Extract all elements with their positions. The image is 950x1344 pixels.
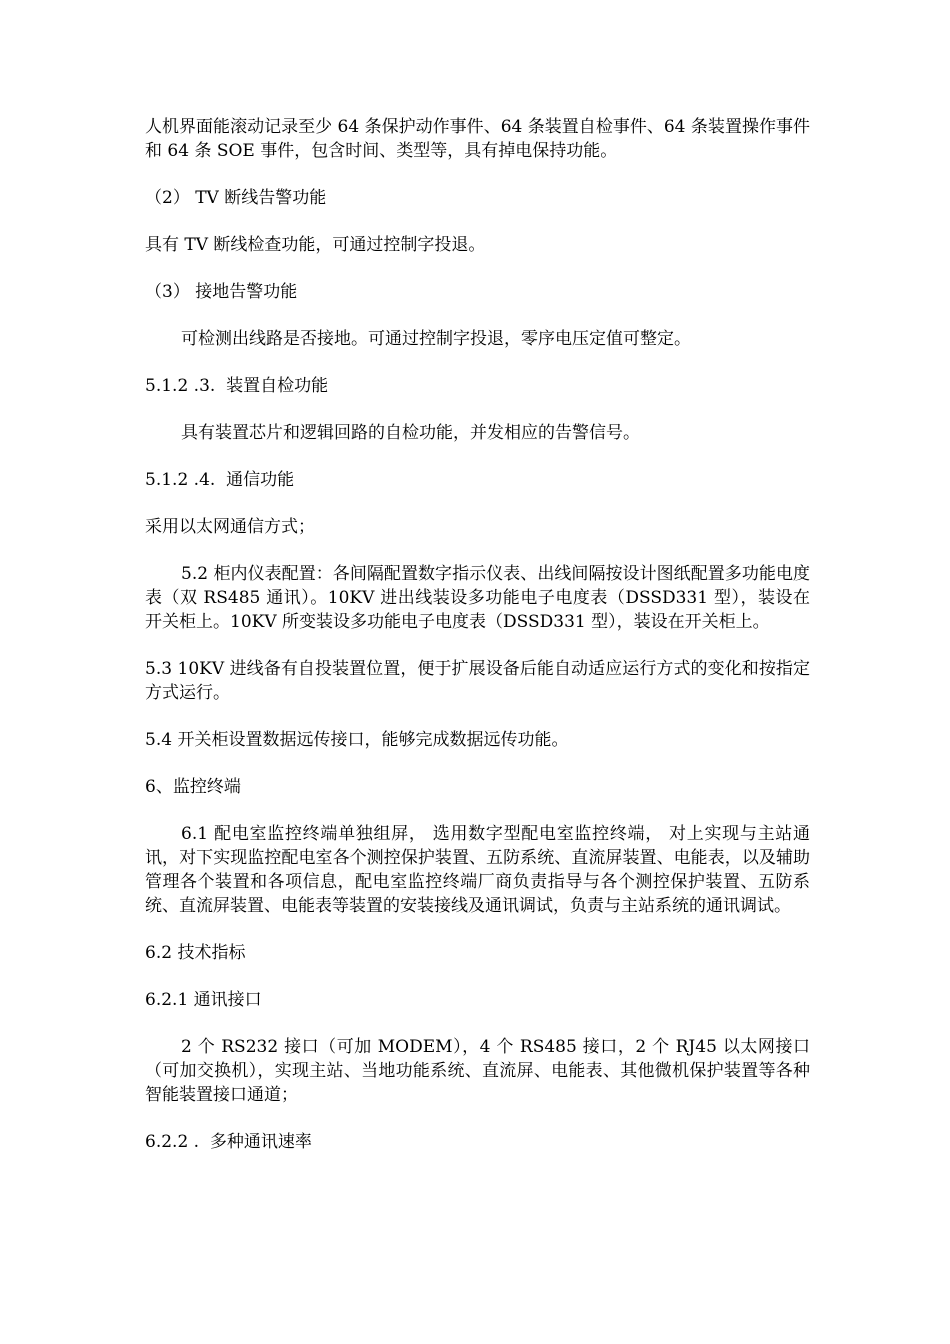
paragraph-comm-interfaces: 2 个 RS232 接口（可加 MODEM），4 个 RS485 接口，2 个 RJ45 以太网接口（可加交换机），实现主站、当地功能系统、直流屏、电能表、其他微机保护装置等各种智能装置接口通道；	[145, 1037, 810, 1105]
heading-comm-interfaces: 6.2.1 通讯接口	[145, 990, 262, 1010]
heading-communication: 5.1.2 .4. 通信功能	[145, 470, 295, 490]
paragraph-ethernet: 采用以太网通信方式；	[145, 517, 315, 537]
paragraph-monitoring-terminal: 6.1 配电室监控终端单独组屏， 选用数字型配电室监控终端， 对上实现与主站通讯，对下实现监控配电室各个测控保护装置、五防系统、直流屏装置、电能表，以及辅助管理各个装置和各项信息，配电室监控终端厂商负责指导与各个测控保护装置、五防系统、直流屏装置、电能表等装置的安装接线及通讯调试，负责与主站系统的通讯调试。	[145, 824, 810, 916]
heading-ground-alarm: （3） 接地告警功能	[145, 282, 298, 302]
document-body	[145, 115, 810, 1154]
heading-tv-break-alarm: （2） TV 断线告警功能	[145, 188, 327, 208]
paragraph-remote-interface: 5.4 开关柜设置数据远传接口，能够完成数据远传功能。	[145, 730, 569, 750]
paragraph-event-recording: 人机界面能滚动记录至少 64 条保护动作事件、64 条装置自检事件、64 条装置操作事件和 64 条 SOE 事件，包含时间、类型等，具有掉电保持功能。	[145, 117, 810, 161]
heading-comm-rates: 6.2.2 . 多种通讯速率	[145, 1132, 312, 1152]
paragraph-self-check: 具有装置芯片和逻辑回路的自检功能，并发相应的告警信号。	[181, 423, 640, 443]
heading-technical-specs: 6.2 技术指标	[145, 943, 246, 963]
paragraph-auto-switch: 5.3 10KV 进线备有自投装置位置，便于扩展设备后能自动适应运行方式的变化和按指定方式运行。	[145, 659, 810, 703]
paragraph-ground-detection: 可检测出线路是否接地。可通过控制字投退，零序电压定值可整定。	[181, 329, 691, 349]
paragraph-tv-break-check: 具有 TV 断线检查功能，可通过控制字投退。	[145, 235, 486, 255]
heading-self-check: 5.1.2 .3. 装置自检功能	[145, 376, 329, 396]
heading-monitoring-terminal: 6、监控终端	[145, 777, 241, 797]
paragraph-cabinet-meters: 5.2 柜内仪表配置：各间隔配置数字指示仪表、出线间隔按设计图纸配置多功能电度表（双 RS485 通讯）。10KV 进出线装设多功能电子电度表（DSSD331 型），装设在开关柜上。10KV 所变装设多功能电子电度表（DSSD331 型），装设在开关柜上。	[145, 564, 810, 632]
